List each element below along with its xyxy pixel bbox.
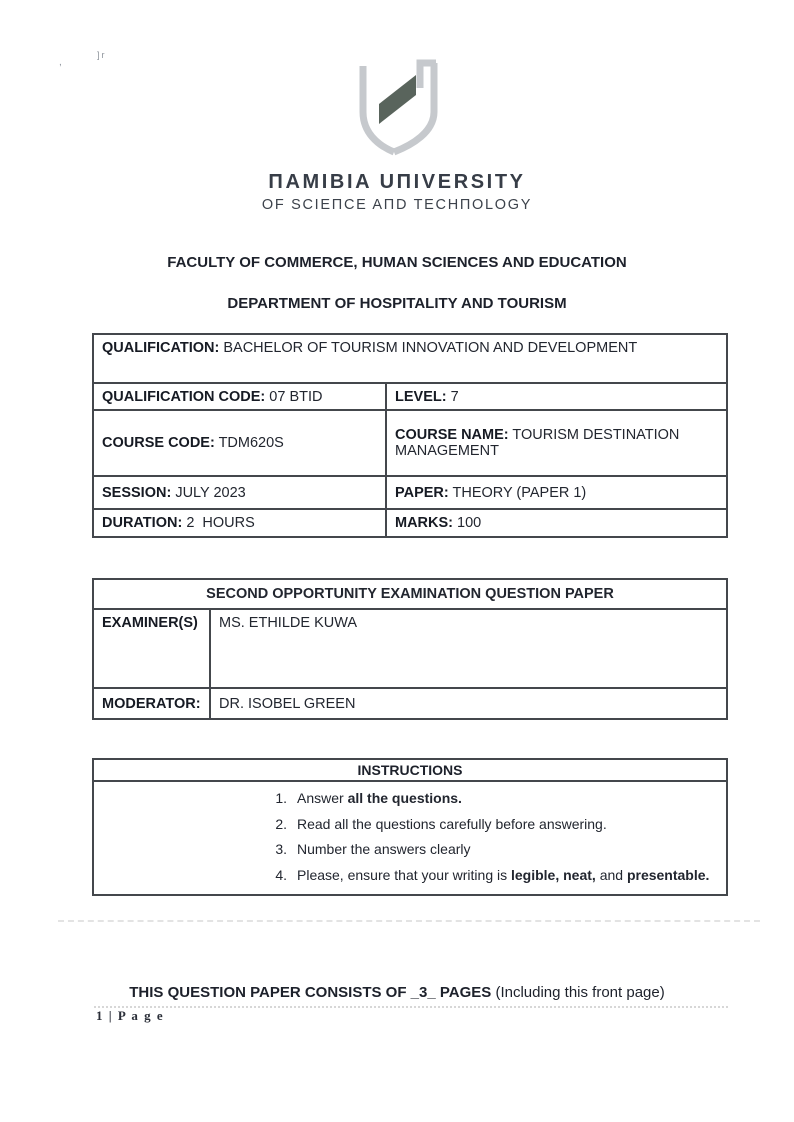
paper-value: THEORY (PAPER 1): [452, 484, 587, 501]
course-code-value: TDM620S: [218, 435, 284, 451]
marks-value: 100: [457, 515, 482, 531]
course-name-label: COURSE NAME:: [395, 427, 509, 443]
course-code-cell: [93, 410, 386, 476]
course-name-cell: [386, 410, 727, 476]
page-count-note: [0, 984, 794, 1001]
course-info-table: [92, 333, 728, 538]
exam-paper-table: [92, 578, 728, 720]
qualification-code-value: 07 BTID: [269, 388, 323, 405]
session-value: JULY 2023: [175, 484, 246, 501]
university-shield-logo-icon: [344, 54, 454, 164]
moderator-value: DR. ISOBEL GREEN: [210, 688, 727, 719]
exam-paper-title: SECOND OPPORTUNITY EXAMINATION QUESTION PAPER: [93, 579, 727, 609]
examiner-label: EXAMINER(S): [93, 609, 210, 688]
qualification-code-label: QUALIFICATION CODE:: [102, 388, 266, 405]
instruction-number: 4.: [275, 866, 287, 883]
moderator-label: MODERATOR:: [93, 688, 210, 719]
instruction-text: Answer all the questions.: [297, 790, 462, 806]
instruction-number: 1.: [275, 790, 287, 806]
session-cell: [93, 476, 386, 509]
duration-cell: [93, 509, 386, 537]
course-name-value: TOURISM DESTINATION MANAGEMENT: [395, 427, 684, 459]
paper-label: PAPER:: [395, 484, 449, 501]
page-count-regular-text: (Including this front page): [491, 984, 665, 1001]
scan-artifact-mark: ]r: [97, 50, 107, 60]
instructions-list: [94, 782, 726, 883]
instruction-text: Read all the questions carefully before answering.: [297, 815, 607, 832]
instructions-box: [92, 758, 728, 896]
instruction-number: 3.: [275, 841, 287, 857]
marks-label: MARKS:: [395, 515, 453, 531]
instructions-title: INSTRUCTIONS: [94, 760, 726, 782]
scan-artifact-line: [94, 1006, 728, 1008]
qualification-label: QUALIFICATION:: [102, 340, 220, 356]
scan-artifact-line: [58, 920, 760, 922]
course-code-label: COURSE CODE:: [102, 435, 215, 451]
duration-label: DURATION:: [102, 515, 183, 531]
university-tagline: OF SCIEΠCE AΠD TECHΠOLOGY: [261, 197, 533, 213]
paper-cell: [386, 476, 727, 509]
level-value: 7: [450, 388, 459, 405]
level-cell: [386, 383, 727, 410]
university-wordmark: [0, 171, 794, 214]
instruction-number: 2.: [275, 815, 287, 832]
session-label: SESSION:: [102, 484, 172, 501]
faculty-heading: FACULTY OF COMMERCE, HUMAN SCIENCES AND EDUCATION: [167, 254, 627, 271]
scan-artifact-mark: ,: [59, 57, 62, 68]
qualification-cell: [93, 334, 727, 383]
instruction-item: [270, 867, 716, 883]
instruction-text: Number the answers clearly: [297, 841, 471, 857]
level-label: LEVEL:: [395, 388, 447, 405]
department-heading: DEPARTMENT OF HOSPITALITY AND TOURISM: [227, 295, 567, 312]
page-count-bold-text: THIS QUESTION PAPER CONSISTS OF _3_ PAGES: [129, 984, 492, 1001]
duration-value: 2 HOURS: [186, 515, 255, 531]
examiner-value: MS. ETHILDE KUWA: [210, 609, 727, 688]
instruction-item: [270, 841, 716, 857]
page-number: 1 | P a g e: [96, 1008, 165, 1023]
qualification-code-cell: [93, 383, 386, 410]
university-name: ΠAMIBIA UΠIVERSITY: [268, 171, 526, 193]
marks-cell: [386, 509, 727, 537]
instruction-item: [270, 816, 716, 832]
instruction-text: Please, ensure that your writing is legible, neat, and presentable.: [297, 866, 710, 883]
instruction-item: [270, 790, 716, 806]
qualification-value: BACHELOR OF TOURISM INNOVATION AND DEVELOPMENT: [223, 340, 638, 356]
